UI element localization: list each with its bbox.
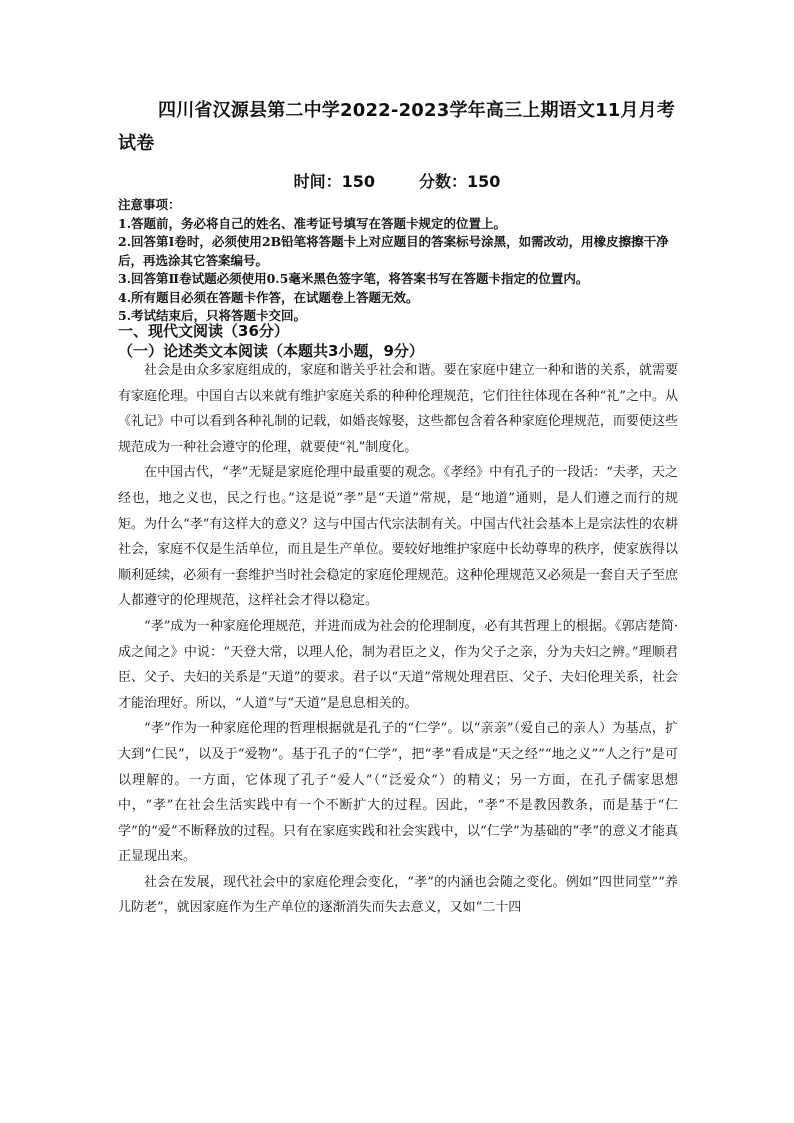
instructions-heading: 注意事项：	[118, 197, 181, 212]
instruction-item: 5.考试结束后，只将答题卡交回。	[118, 308, 307, 323]
instruction-item: 4.所有题目必须在答题卡作答，在试题卷上答题无效。	[118, 289, 419, 305]
passage-paragraph: 社会是由众多家庭组成的，家庭和谐关乎社会和谐。要在家庭中建立一种和谐的关系，就需要有家庭伦理。中国自古以来就有维护家庭关系的种种伦理规范，它们往往体现在各种“礼”之中。从《礼记》中可以看到各种礼制的记载，如婚丧嫁娶，这些都包含着各种家庭伦理规范，而要使这些规范成为一种社会遵守的伦理，就要使“礼”制度化。	[118, 363, 678, 455]
passage-paragraph: 社会在发展，现代社会中的家庭伦理会变化，“孝”的内涵也会随之变化。例如“四世同堂”“养儿防老”，就因家庭作为生产单位的逐渐消失而失去意义，又如“二十四	[118, 874, 678, 916]
score-label: 分数：150	[419, 172, 501, 191]
time-label: 时间：150	[293, 172, 375, 191]
section-heading-modern-reading: 一、现代文阅读（36分）	[118, 322, 289, 340]
instruction-item: 2.回答第Ⅰ卷时，必须使用2B铅笔将答题卡上对应题目的答案标号涂黑，如需改动，用橡皮擦擦干净后，再选涂其它答案编号。	[118, 234, 669, 268]
exam-title: 四川省汉源县第二中学2022-2023学年高三上期语文11月月考试卷	[118, 100, 676, 154]
passage-paragraph: 在中国古代，“孝”无疑是家庭伦理中最重要的观念。《孝经》中有孔子的一段话：“夫孝，天之经也，地之义也，民之行也。”这是说“孝”是“天道”常规，是“地道”通则，是人们遵之而行的规矩。为什么“孝”有这样大的意义？这与中国古代宗法制有关。中国古代社会基本上是宗法性的农耕社会，家庭不仅是生活单位，而且是生产单位。要较好地维护家庭中长幼尊卑的秩序，使家族得以顺利延续，必须有一套维护当时社会稳定的家庭伦理规范。这种伦理规范又必须是一套自天子至庶人都遵守的伦理规范，这样社会才得以稳定。	[118, 465, 678, 609]
subsection-heading-argumentative-reading: （一）论述类文本阅读（本题共3小题，9分）	[118, 342, 424, 360]
time-score-line	[0, 172, 794, 192]
reading-passage	[118, 358, 678, 921]
instructions	[118, 196, 678, 326]
instruction-item: 3.回答第Ⅱ卷试题必须使用0.5毫米黑色签字笔，将答案书写在答题卡指定的位置内。	[118, 271, 589, 286]
passage-paragraph: “孝”作为一种家庭伦理的哲理根据就是孔子的“仁学”。以“亲亲”（爱自己的亲人）为基点，扩大到“仁民”，以及于“爱物”。基于孔子的“仁学”，把“孝”看成是“天之经”“地之义”“人之行”是可以理解的。一方面，它体现了孔子“爱人”（“泛爱众”）的精义；另一方面，在孔子儒家思想中，“孝”在社会生活实践中有一个不断扩大的过程。因此，“孝”不是教因教条，而是基于“仁学”的“爱”不断释放的过程。只有在家庭实践和社会实践中，以“仁学”为基础的“孝”的意义才能真正显现出来。	[118, 721, 678, 865]
instruction-item: 1.答题前，务必将自己的姓名、准考证号填写在答题卡规定的位置上。	[118, 215, 507, 231]
passage-paragraph: “孝”成为一种家庭伦理规范，并进而成为社会的伦理制度，必有其哲理上的根据。《郭店楚简·成之闻之》中说：“天登大常，以理人伦，制为君臣之义，作为父子之亲，分为夫妇之辨。”理顺君臣、父子、夫妇的关系是“天道”的要求。君子以“天道”常规处理君臣、父子、夫妇伦理关系，社会才能治理好。所以，“人道”与“天道”是息息相关的。	[118, 618, 678, 711]
